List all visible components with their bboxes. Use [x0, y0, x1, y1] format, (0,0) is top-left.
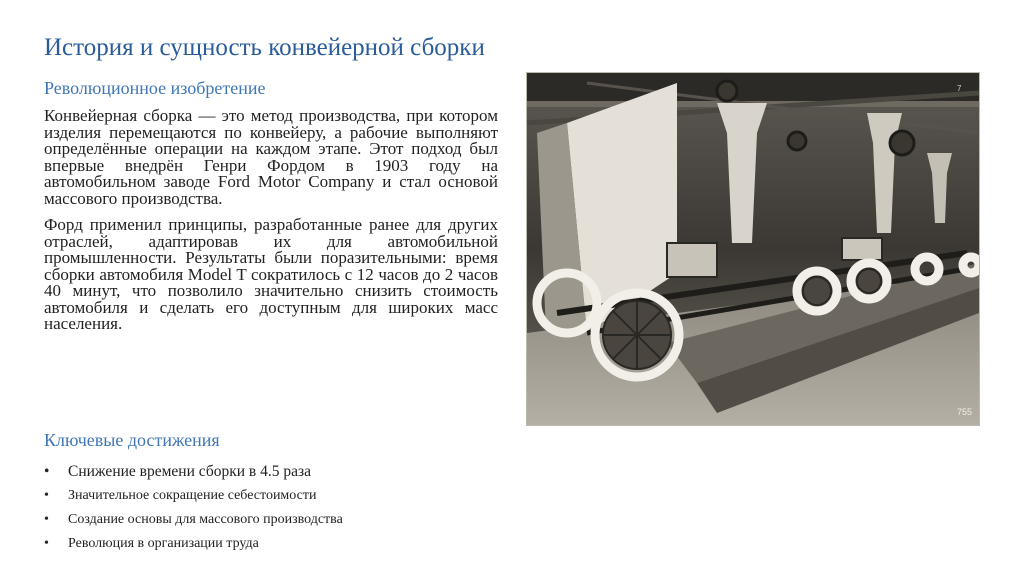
list-item: • Снижение времени сборки в 4.5 раза — [44, 463, 311, 480]
assembly-line-photo — [526, 72, 980, 426]
bullet-icon: • — [44, 463, 50, 480]
photo-corner-mark: 7 — [957, 84, 962, 93]
bullet-icon: • — [44, 488, 49, 503]
body-text — [44, 108, 498, 343]
bullet-icon: • — [44, 512, 49, 527]
slide-title: История и сущность конвейерной сборки — [44, 34, 485, 61]
list-item: • Создание основы для массового производства — [44, 512, 343, 527]
photo-number-label: 755 — [957, 407, 973, 417]
subtitle-key-achievements: Ключевые достижения — [44, 430, 220, 450]
paragraph-definition: Конвейерная сборка — это метод производства, при котором изделия перемещаются по конвейеру, а рабочие выполняют определённые операции на каждом этапе. Этот подход был впервые внедрён Генри Фордом в 1903 году на автомобильном заводе Ford Motor Company и стал основой массового производства. — [44, 106, 498, 208]
list-item: • Революция в организации труда — [44, 536, 259, 551]
bullet-icon: • — [44, 536, 49, 551]
paragraph-ford-results: Форд применил принципы, разработанные ранее для других отраслей, адаптировав их для автомобильной промышленности. Результаты были поразительными: время сборки автомобиля Model T сократилось с 12 часов до 2 часов 40 минут, что позволило значительно снизить стоимость автомобиля и сделать его доступным для широких масс населения. — [44, 215, 498, 333]
list-item: • Значительное сокращение себестоимости — [44, 488, 317, 503]
subtitle-revolutionary-invention: Революционное изобретение — [44, 78, 266, 98]
achievements-list — [44, 463, 514, 559]
